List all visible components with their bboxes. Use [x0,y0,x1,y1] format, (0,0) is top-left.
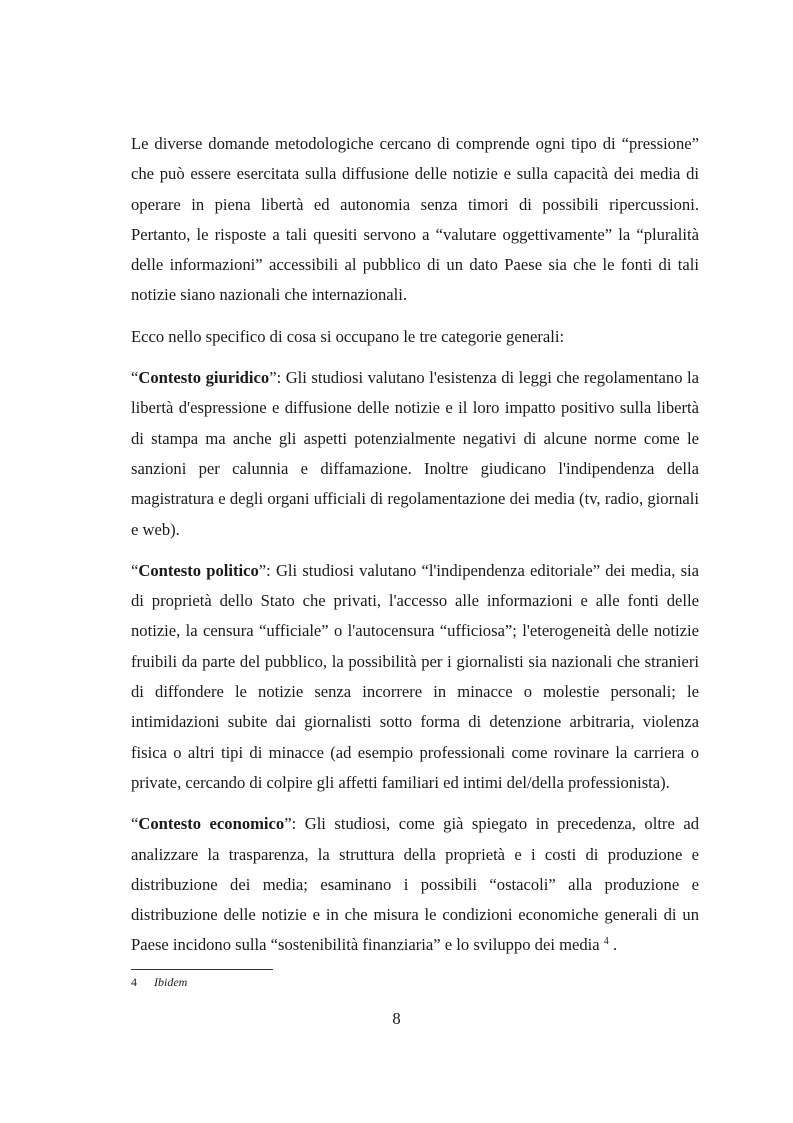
footnote [131,974,187,990]
close-quote: ” [258,560,267,580]
footnote-text: Ibidem [154,975,188,989]
paragraph-intro: Le diverse domande metodologiche cercano di comprende ogni tipo di “pressione” che può essere esercitata sulla diffusione delle notizie e sulla capacità dei media di operare in piena libertà ed autonomia senza timori di possibili ripercussioni. Pertanto, le risposte a tali quesiti servono a “valutare oggettivamente” la “pluralità delle informazioni” accessibili al pubblico di un dato Paese sia che le fonti di tali notizie siano nazionali che internazionali. [131,134,699,305]
open-quote: “ [131,560,139,580]
paragraph-contesto-politico [131,556,699,798]
paragraph-categories-lead: Ecco nello specifico di cosa si occupano le tre categorie generali: [131,326,565,346]
document-body [131,129,699,972]
paragraph-text: : Gli studiosi valutano l'esistenza di leggi che regolamentano la libertà d'espressione e diffusione delle notizie e il loro impatto positivo sulla libertà di stampa ma anche gli aspetti potenzialmente negativi di alcune norme come le sanzioni per calunnia e diffamazione. Inoltre giudicano l'indipendenza della magistratura e degli organi ufficiali di regolamentazione dei media (tv, radio, giornali e web). [131,368,699,539]
close-quote: ” [269,368,277,388]
paragraph-contesto-economico [131,809,699,960]
footnote-reference[interactable]: 4 [603,936,609,948]
close-quote: ” [284,814,292,834]
paragraph-end: . [608,935,618,955]
footnote-number: 4 [131,975,137,989]
page-number: 8 [392,1009,401,1028]
footnote-separator [131,969,273,970]
paragraph-contesto-giuridico [131,363,699,545]
heading-contesto-giuridico: Contesto giuridico [138,368,270,388]
open-quote: “ [131,368,139,388]
paragraph-text: : Gli studiosi, come già spiegato in precedenza, oltre ad analizzare la trasparenza, la struttura della proprietà e i costi di produzione e distribuzione dei media; esaminano i possibili “ostacoli” alla produzione e distribuzione delle notizie e in che misura le condizioni economiche generali di un Paese incidono sulla “sostenibilità finanziaria” e lo sviluppo dei media [131,814,699,955]
heading-contesto-economico: Contesto economico [138,814,285,834]
paragraph-text: : Gli studiosi valutano “l'indipendenza editoriale” dei media, sia di proprietà dello Stato che privati, l'accesso alle informazioni e alle fonti delle notizie, la censura “ufficiale” o l'autocensura “ufficiosa”; l'eterogeneità delle notizie fruibili da parte del pubblico, la possibilità per i giornalisti sia nazionali che stranieri di diffondere le notizie senza incorrere in minacce o molestie personali; le intimidazioni subite dai giornalisti sotto forma di detenzione arbitraria, violenza fisica o altri tipi di minacce (ad esempio professionali come rovinare la carriera o private, cercando di colpire gli affetti familiari ed intimi del/della professionista). [131,560,700,792]
open-quote: “ [131,814,139,834]
heading-contesto-politico: Contesto politico [138,560,259,580]
